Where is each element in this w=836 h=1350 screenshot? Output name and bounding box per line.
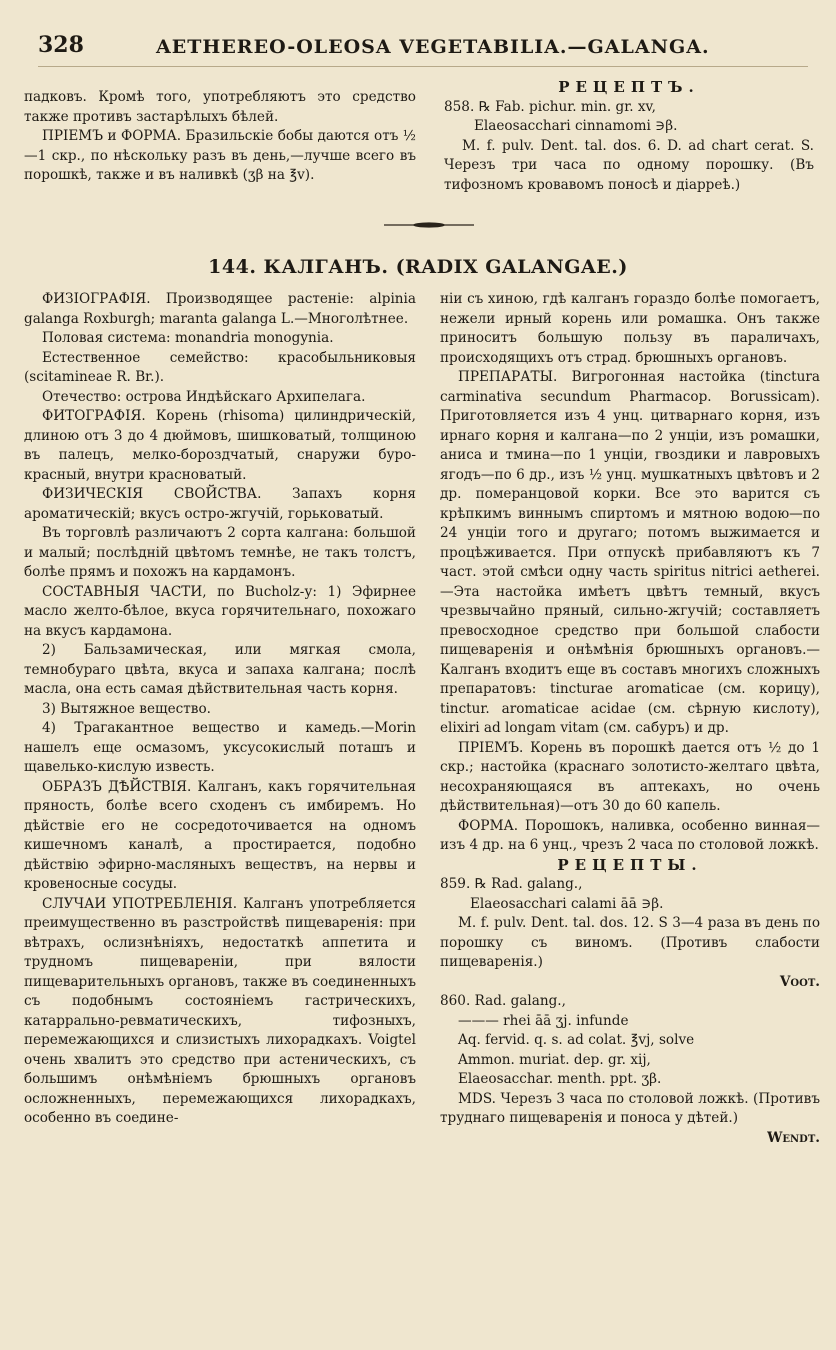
left-column bbox=[24, 290, 416, 1129]
running-head: AETHEREO-OLEOSA VEGETABILIA.—GALANGA. bbox=[156, 36, 710, 58]
paragraph: ПРЕПАРАТЫ. Вигрогонная настойка (tinctura carminativa secundum Pharmacop. Borussicam). Приготовляется изъ 4 унц. цитварнаго корня, изъ ирнаго корня и калгана—по 2 унціи, изъ ромашки, аниса и тмина—по 1 унціи, гвоздики и лавровыхъ ягодъ—по 6 др., изъ ½ унц. мушкатныхъ цвѣтовъ и 2 др. померанцовой корки. Все это варится съ крѣпкимъ виннымъ спиртомъ и мятною водою—по 24 унціи того и другаго; потомъ выжимается и процѣживается. При отпускѣ прибавляютъ къ 7 част. этой смѣси одну часть spiritus nitrici aetherei.—Эта настойка имѣетъ цвѣтъ темный, вкусъ чрезвычайно пряный, сильно-жгучій; составляетъ превосходное средство при большой слабости пищеваренія и онѣмѣнія брюшныхъ органовъ.—Калганъ входитъ еще въ составъ многихъ сложныхъ препаратовъ: tincturae aromaticae (см. корицу), tinctur. aromaticae acidae (см. сѣрную кислоту), elixiri ad longam vitam (см. сабуръ) и др. bbox=[440, 369, 820, 736]
recipe-line: ——— rhei āā ʒj. infunde bbox=[458, 1012, 629, 1029]
paragraph: Половая система: monandria monogynia. bbox=[42, 330, 334, 346]
page-number: 328 bbox=[38, 32, 84, 58]
top-left-column bbox=[24, 88, 416, 186]
recipe-line: Elaeosacchari cinnamomi ∋β. bbox=[474, 118, 678, 134]
recipe-line: Elaeosacchari calami āā ∋β. bbox=[470, 895, 664, 912]
recipe-heading: РЕЦЕПТЪ. bbox=[558, 78, 700, 96]
paragraph: 2) Бальзамическая, или мягкая смола, темнобураго цвѣта, вкуса и запаха калгана; послѣ масла, она есть самая дѣйствительная часть корня. bbox=[24, 642, 416, 697]
paragraph: ФИТОГРАФІЯ. Корень (rhisoma) цилиндрическій, длиною отъ 3 до 4 дюймовъ, шишковатый, толщиною въ палецъ, мелко-бороздчатый, снаружи буро-красный, внутри красноватый. bbox=[24, 408, 416, 483]
recipe-line: 860. Rad. galang., bbox=[440, 993, 566, 1009]
paragraph: ОБРАЗЪ ДѢЙСТВІЯ. Калганъ, какъ горячительная пряность, болѣе всего сходенъ съ имбиремъ. Но дѣйствіе его не сосредоточивается на одномъ кишечномъ каналѣ, а простирается, подобно дѣйствію эфирно-масляныхъ веществъ, на нервы и кровеносные сосуды. bbox=[24, 778, 416, 892]
paragraph: СЛУЧАИ УПОТРЕБЛЕНІЯ. Калганъ употребляется преимущественно въ разстройствѣ пищеваренія: при вѣтрахъ, ослизнѣніяхъ, недостаткѣ аппетита и трудномъ пищевареніи, при вялости пищеварительныхъ органовъ, также въ соединенныхъ съ подобнымъ состояніемъ гастрическихъ, катаррально-ревматическихъ, тифозныхъ, перемежающихся и слизистыхъ лихорадкахъ. Voigtel очень хвалитъ это средство при астеническихъ, съ большимъ онѣмѣніемъ брюшныхъ органовъ осложненныхъ, перемежающихся лихорадкахъ, особенно въ соедине- bbox=[24, 895, 416, 1126]
paragraph: ПРІЕМЪ. Корень въ порошкѣ дается отъ ½ до 1 скр.; настойка (краснаго золотисто-желтаго цвѣта, несохраняющаяся въ аптекахъ, но очень дѣйствительная)—отъ 30 до 60 капель. bbox=[440, 739, 820, 814]
recipe-line: Elaeosacchar. menth. ppt. ʒβ. bbox=[458, 1071, 662, 1087]
recipe-line: 859. ℞ Rad. galang., bbox=[440, 876, 583, 892]
recipe-line: M. f. pulv. Dent. tal. dos. 12. S 3—4 раза въ день по порошку съ виномъ. (Противъ слабости пищеваренія.) bbox=[440, 915, 820, 970]
paragraph: СОСТАВНЫЯ ЧАСТИ, по Bucholz-у: 1) Эфирнее масло желто-бѣлое, вкуса горячительнаго, похожаго на вкусъ кардамона. bbox=[24, 583, 416, 639]
paragraph: ПРІЕМЪ и ФОРМА. Бразильскіе бобы даются отъ ½—1 скр., по нѣскольку разъ въ день,—лучше всего въ порошкѣ, также и въ наливкѣ (ʒβ на ℥v). bbox=[24, 128, 416, 183]
paragraph: 4) Трагакантное вещество и камедь.—Morin нашелъ еще осмазомъ, уксусокислый поташъ и щавелько-кислую известь. bbox=[24, 720, 416, 775]
recipes-heading: РЕЦЕПТЫ. bbox=[557, 855, 703, 874]
paragraph: Въ торговлѣ различаютъ 2 сорта калгана: большой и малый; послѣдній цвѣтомъ темнѣе, не такъ толстъ, болѣе прямъ и похожъ на кардамонъ. bbox=[24, 525, 416, 580]
divider-ornament bbox=[384, 222, 474, 228]
paragraph: 3) Вытяжное вещество. bbox=[42, 700, 211, 717]
page-header bbox=[38, 30, 808, 67]
recipe-858 bbox=[444, 78, 814, 195]
paragraph: ФОРМА. Порошокъ, наливка, особенно винная—изъ 4 др. на 6 унц., чрезъ 2 часа по столовой ложкѣ. bbox=[440, 817, 820, 853]
section-title: 144. КАЛГАНЪ. (RADIX GALANGAE.) bbox=[208, 256, 628, 278]
recipe-author: Wendt. bbox=[767, 1129, 820, 1146]
paragraph: падковъ. Кромѣ того, употребляютъ это средство также противъ застарѣлыхъ бѣлей. bbox=[24, 89, 416, 125]
recipe-line: Aq. fervid. q. s. ad colat. ℥vj, solve bbox=[458, 1032, 695, 1048]
recipe-author: Voot. bbox=[779, 973, 820, 990]
paragraph: ніи съ хиною, гдѣ калганъ гораздо болѣе помогаетъ, нежели ирный корень или ромашка. Онъ также приноситъ большую пользу въ параличахъ, происходящихъ отъ страд. брюшныхъ органовъ. bbox=[440, 291, 820, 366]
paragraph: Отечество: острова Индѣйскаго Архипелага. bbox=[42, 388, 366, 405]
recipe-line: M. f. pulv. Dent. tal. dos. 6. D. ad chart cerat. S. Черезъ три часа по одному порошку. (Въ тифозномъ кровавомъ поносѣ и діарреѣ.) bbox=[444, 137, 814, 193]
recipe-line: 858. ℞ Fab. pichur. min. gr. xv, bbox=[444, 98, 656, 115]
right-column bbox=[440, 290, 820, 1148]
paragraph: Естественное семейство: красобыльниковыя (scitamineae R. Br.). bbox=[24, 349, 416, 385]
recipe-line: Ammon. muriat. dep. gr. xij, bbox=[458, 1051, 651, 1068]
paragraph: ФИЗИЧЕСКІЯ СВОЙСТВА. Запахъ корня ароматическій; вкусъ остро-жгучій, горьковатый. bbox=[24, 486, 416, 522]
paragraph: ФИЗІОГРАФІЯ. Производящее растеніе: alpinia galanga Roxburgh; maranta galanga L.—Многолѣтнее. bbox=[24, 291, 416, 327]
recipe-line: MDS. Черезъ 3 часа по столовой ложкѣ. (Противъ труднаго пищеваренія и поноса у дѣтей.) bbox=[440, 1090, 820, 1126]
